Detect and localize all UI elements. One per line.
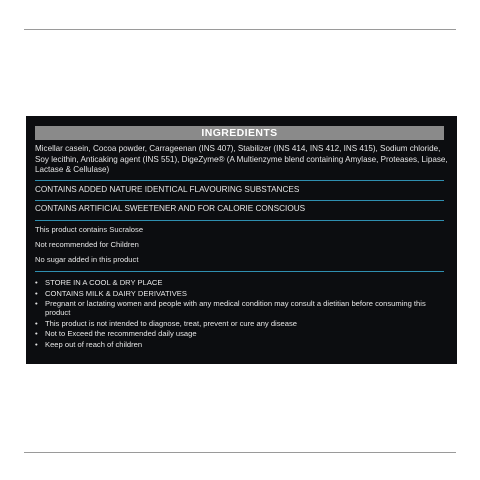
list-item: • CONTAINS MILK & DAIRY DERIVATIVES [35, 288, 187, 298]
separator-line [35, 220, 444, 221]
ingredients-panel [26, 116, 457, 364]
list-item: • Pregnant or lactating women and people with any medical condition may consult a dietitian before consuming this product [35, 299, 426, 318]
list-item: • Keep out of reach of children [35, 339, 143, 349]
list-item: • Not to Exceed the recommended daily usage [35, 329, 197, 339]
info-no-sugar: No sugar added in this product [35, 255, 139, 264]
ingredients-text: Micellar casein, Cocoa powder, Carrageenan (INS 407), Stabilizer (INS 414, INS 412, INS 415), Sodium chloride, Soy lecithin, Anticaking agent (INS 551), DigeZyme® (A Multienzyme blend containing Amylase, Proteases, Lipase, Lactase & Cellulase) [35, 144, 448, 175]
info-sucralose: This product contains Sucralose [35, 225, 144, 234]
bullet-icon: • [35, 329, 38, 339]
ingredients-header: INGREDIENTS [35, 126, 444, 140]
bullet-icon: • [35, 339, 38, 349]
bullet-icon: • [35, 288, 38, 298]
separator-line [35, 271, 444, 272]
bullet-icon: • [35, 278, 38, 287]
info-children: Not recommended for Children [35, 240, 139, 249]
list-item: • This product is not intended to diagnose, treat, prevent or cure any disease [35, 318, 298, 328]
top-divider [24, 29, 456, 30]
warnings-list [35, 278, 449, 350]
separator-line [35, 180, 444, 181]
bottom-divider [24, 452, 456, 453]
list-item: • STORE IN A COOL & DRY PLACE [35, 278, 163, 287]
notice-flavouring: CONTAINS ADDED NATURE IDENTICAL FLAVOURING SUBSTANCES [35, 185, 300, 194]
notice-sweetener: CONTAINS ARTIFICIAL SWEETENER AND FOR CALORIE CONSCIOUS [35, 204, 306, 213]
bullet-icon: • [35, 318, 38, 328]
bullet-icon: • [35, 299, 38, 308]
separator-line [35, 200, 444, 201]
